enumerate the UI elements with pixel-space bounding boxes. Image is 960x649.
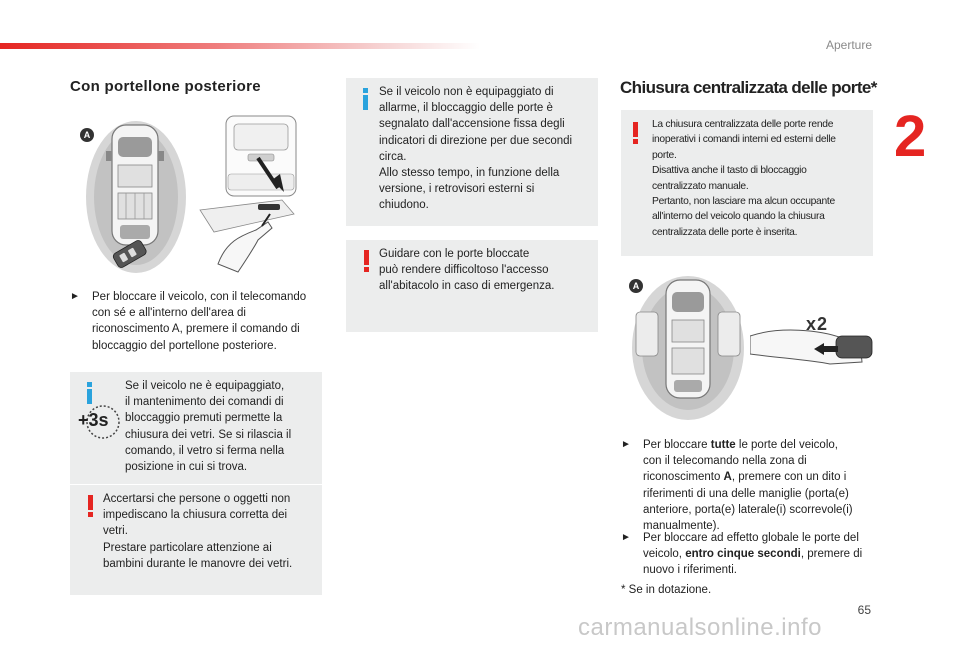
- right-instruction-bullet-1: ► Per bloccare tutte le porte del veicolo, con il telecomando nella zona di riconoscimento A, premere con un dito i riferimenti di una delle maniglie (porta(e) anteriore, porta(e) laterale(i) scorrevole(i) manualmente).: [621, 439, 853, 533]
- middle-info-box: [346, 78, 598, 226]
- warning-icon: [364, 250, 369, 272]
- left-info-box: [70, 372, 322, 484]
- arrow-right-icon: ►: [621, 439, 631, 450]
- timer-label: +3s: [78, 410, 109, 430]
- right-section-title: Chiusura centralizzata delle porte*: [620, 78, 877, 97]
- left-instruction-bullet: ► Per bloccare il veicolo, con il telecomando con sé e all'interno dell'area di riconoscimento A, premere il comando di bloccaggio del portellone posteriore.: [70, 291, 307, 352]
- left-section-title: Con portellone posteriore: [70, 78, 261, 95]
- warning-icon: [88, 495, 93, 517]
- chapter-number: 2: [894, 104, 927, 169]
- tailgate-lock-button-illustration: [198, 114, 310, 274]
- arrow-right-icon: ►: [70, 291, 80, 302]
- header-accent-bar: [0, 43, 480, 49]
- footnote: * Se in dotazione.: [621, 584, 712, 596]
- watermark: carmanualsonline.info: [578, 614, 822, 641]
- middle-warning-box: [346, 240, 598, 332]
- right-instruction-bullet-2: ► Per bloccare ad effetto globale le porte del veicolo, entro cinque secondi, premere di nuovo i riferimenti.: [621, 532, 863, 577]
- info-icon: [87, 382, 92, 404]
- right-warning-text: La chiusura centralizzata delle porte rende inoperativi i comandi interni ed esterni delle porte. Disattiva anche il tasto di bloccaggio centralizzato manuale. Pertanto, non lasciare ma alcun occupante all'interno del veicolo quando la chiusura centralizzata delle porte è inserita.: [652, 119, 836, 238]
- info-icon: [363, 88, 368, 110]
- warning-icon: [633, 122, 638, 144]
- left-warning-text: Accertarsi che persone o oggetti non impediscano la chiusura corretta dei vetri. Prestare particolare attenzione ai bambini durante le manovre dei vetri.: [103, 493, 293, 570]
- page-number: 65: [857, 603, 871, 617]
- car-doors-zone-illustration: [626, 272, 746, 424]
- right-warning-box: [621, 110, 873, 256]
- middle-info-text: Se il veicolo non è equipaggiato di allarme, il bloccaggio delle porte è segnalato dall'accensione fissa degli indicatori di direzione per due secondi circa. Allo stesso tempo, in funzione della versione, i retrovisori esterni si chiudono.: [379, 86, 573, 212]
- left-warning-box: [70, 485, 322, 595]
- section-name: Aperture: [825, 38, 872, 52]
- left-info-text: Se il veicolo ne è equipaggiato, il mantenimento dei comandi di bloccaggio premuti permette la chiusura dei vetri. Se si rilascia il comando, il vetro si ferma nella posizione in cui si trova.: [125, 380, 292, 474]
- press-twice-label: x2: [806, 314, 829, 334]
- car-recognition-zone-illustration: [78, 115, 190, 275]
- middle-warning-text: Guidare con le porte bloccate può rendere difficoltoso l'accesso all'abitacolo in caso di emergenza.: [379, 248, 555, 293]
- arrow-right-icon: ►: [621, 532, 631, 543]
- zone-badge-a: A: [80, 128, 94, 142]
- zone-badge-a: A: [629, 279, 643, 293]
